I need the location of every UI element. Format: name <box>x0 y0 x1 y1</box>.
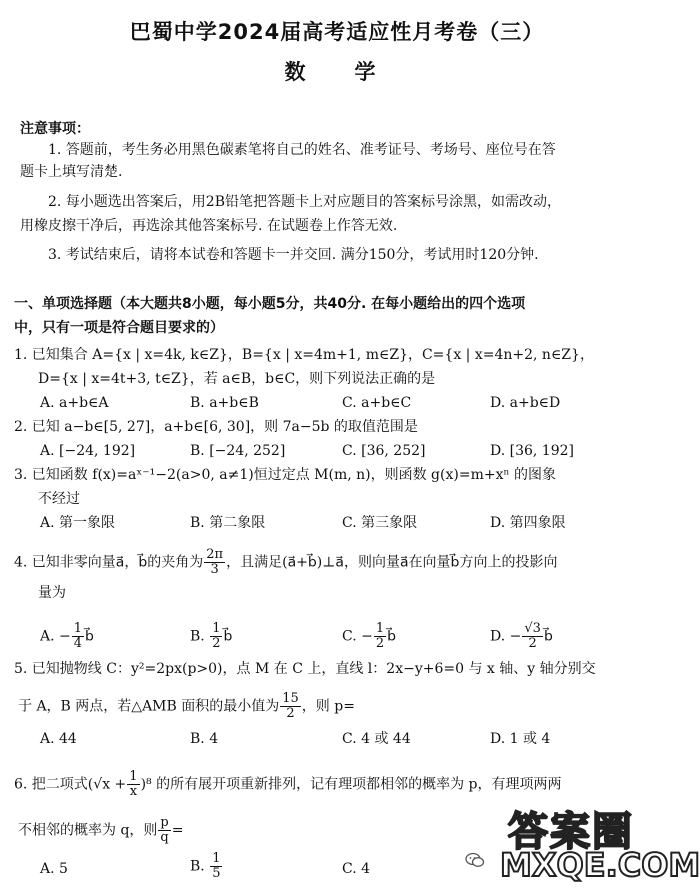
watermark-top-text: 答案圈 <box>508 809 634 855</box>
q4-text-a: 4. 已知非零向量a⃗，b⃗的夹角为 <box>14 554 204 571</box>
option-fraction <box>210 852 222 881</box>
fraction-denominator: 2 <box>528 636 537 651</box>
q3-line-2: 不经过 <box>38 491 80 507</box>
fraction-denominator: 5 <box>212 866 221 881</box>
option-fraction <box>210 622 222 651</box>
notice-heading: 注意事项： <box>20 121 90 137</box>
q4-option-a <box>40 622 94 651</box>
q1-option-b: B. a+b∈B <box>190 395 259 411</box>
notice-line-3: 2. 每小题选出答案后，用2B铅笔把答题卡上对应题目的答案标号涂黑，如需改动， <box>48 194 562 210</box>
fraction-numerator: 1 <box>129 769 138 784</box>
notice-line-4: 用橡皮擦干净后，再选涂其他答案标号. 在试题卷上作答无效. <box>20 218 398 234</box>
q1-option-d: D. a+b∈D <box>490 395 561 411</box>
section-heading-line-1: 一、单项选择题（本大题共8小题，每小题5分，共40分. 在每小题给出的四个选项 <box>14 296 526 312</box>
notice-line-2: 题卡上填写清楚. <box>20 164 123 180</box>
option-label: A. <box>40 628 55 645</box>
q6-text-a: 6. 把二项式(√x + <box>14 776 127 793</box>
q5-option-c: C. 4 或 44 <box>342 731 411 747</box>
q2-option-c: C. [36, 252] <box>342 443 426 459</box>
q4-line-1 <box>14 548 557 577</box>
option-label: B. <box>190 628 205 645</box>
option-fraction <box>72 622 84 651</box>
q2-option-d: D. [36, 192] <box>490 443 574 459</box>
exam-title: 巴蜀中学2024届高考适应性月考卷（三） <box>129 20 545 44</box>
q1-option-a: A. a+b∈A <box>40 395 109 411</box>
option-label: D. <box>490 628 506 645</box>
option-vector: b⃗ <box>223 628 233 645</box>
q6-line-2 <box>18 816 183 845</box>
fraction-denominator: 4 <box>73 636 83 651</box>
fraction-numerator: 1 <box>212 621 221 636</box>
fraction-numerator: 2π <box>206 547 224 562</box>
q5-option-d: D. 1 或 4 <box>490 731 551 747</box>
option-vector: b⃗ <box>387 628 397 645</box>
q3-option-d: D. 第四象限 <box>490 515 566 531</box>
option-sign: − <box>59 628 71 645</box>
q6-binomial-fraction <box>127 770 139 799</box>
option-sign: − <box>509 628 522 645</box>
fraction-denominator: 2 <box>286 706 295 721</box>
q6-text-d: = <box>171 822 184 839</box>
q6-text-b: )⁸ 的所有展开项重新排列，记有理项都相邻的概率为 p，有理项两两 <box>140 776 562 793</box>
q4-option-b <box>190 622 232 651</box>
fraction-denominator: 3 <box>210 562 219 577</box>
q2-line-1: 2. 已知 a−b∈[5, 27]，a+b∈[6, 30]，则 7a−5b 的取值范围是 <box>14 419 418 435</box>
fraction-numerator: p <box>160 815 169 830</box>
q3-option-a: A. 第一象限 <box>40 515 116 531</box>
fraction-denominator: 2 <box>375 636 385 651</box>
q1-option-c: C. a+b∈C <box>342 395 412 411</box>
notice-line-5: 3. 考试结束后，请将本试卷和答题卡一并交回. 满分150分，考试用时120分钟. <box>48 247 539 263</box>
q4-option-c <box>342 622 396 651</box>
q6-option-a: A. 5 <box>40 861 68 877</box>
fraction-denominator: x <box>129 784 138 799</box>
q5-option-a: A. 44 <box>40 731 77 747</box>
notice-line-1: 1. 答题前，考生务必用黑色碳素笔将自己的姓名、准考证号、考场号、座位号在答 <box>48 142 556 158</box>
q5-option-b: B. 4 <box>190 731 219 747</box>
q6-option-c: C. 4 <box>342 861 371 877</box>
q6-option-b <box>190 852 223 881</box>
q5-area-fraction <box>280 692 301 721</box>
option-label: B. <box>190 858 205 875</box>
option-fraction <box>522 622 543 651</box>
q5-text-a: 于 A，B 两点，若△AMB 面积的最小值为 <box>18 698 280 715</box>
q5-line-2 <box>18 692 355 721</box>
option-fraction <box>374 622 386 651</box>
watermark-bottom-text: MXQE.COM <box>500 846 700 884</box>
q2-option-b: B. [−24, 252] <box>190 443 286 459</box>
fraction-numerator: 15 <box>282 691 299 706</box>
q6-line-1 <box>14 770 562 799</box>
section-heading-line-2: 中，只有一项是符合题目要求的） <box>14 320 224 336</box>
q2-option-a: A. [−24, 192] <box>40 443 136 459</box>
option-label: C. <box>342 628 357 645</box>
q3-option-b: B. 第二象限 <box>190 515 266 531</box>
fraction-numerator: 1 <box>212 851 221 866</box>
option-vector: b⃗ <box>85 628 94 645</box>
option-vector: b⃗ <box>543 628 553 645</box>
q1-line-1: 1. 已知集合 A={x | x=4k, k∈Z}，B={x | x=4m+1, m∈Z}，C={x | x=4n+2, n∈Z}， <box>14 347 594 363</box>
q4-option-d <box>490 622 553 651</box>
option-sign: − <box>361 628 373 645</box>
subject-title: 数 学 <box>284 60 390 84</box>
q5-text-b: ，则 p= <box>301 698 355 715</box>
q3-line-1: 3. 已知函数 f(x)=aˣ⁻¹−2(a>0, a≠1)恒过定点 M(m, n)，则函数 g(x)=m+xⁿ 的图象 <box>14 467 556 483</box>
q5-line-1: 5. 已知抛物线 C：y²=2px(p>0)，点 M 在 C 上，直线 l：2x−y+6=0 与 x 轴、y 轴分别交 <box>14 661 596 677</box>
q4-text-b: ，且满足(a⃗+b⃗)⊥a⃗，则向量a⃗在向量b⃗方向上的投影向 <box>226 554 558 571</box>
q6-text-c: 不相邻的概率为 q，则 <box>18 822 158 839</box>
q4-angle-fraction <box>204 548 225 577</box>
q6-ratio-fraction <box>158 816 170 845</box>
q4-line-2: 量为 <box>38 585 66 601</box>
fraction-numerator: 1 <box>375 621 385 636</box>
fraction-denominator: 2 <box>212 636 221 651</box>
wechat-icon <box>465 852 485 868</box>
watermark-logo <box>500 800 700 888</box>
fraction-numerator: √3 <box>524 621 541 636</box>
q3-option-c: C. 第三象限 <box>342 515 418 531</box>
q1-line-2: D={x | x=4t+3, t∈Z}，若 a∈B，b∈C，则下列说法正确的是 <box>38 371 436 387</box>
fraction-numerator: 1 <box>73 621 83 636</box>
fraction-denominator: q <box>160 830 169 845</box>
